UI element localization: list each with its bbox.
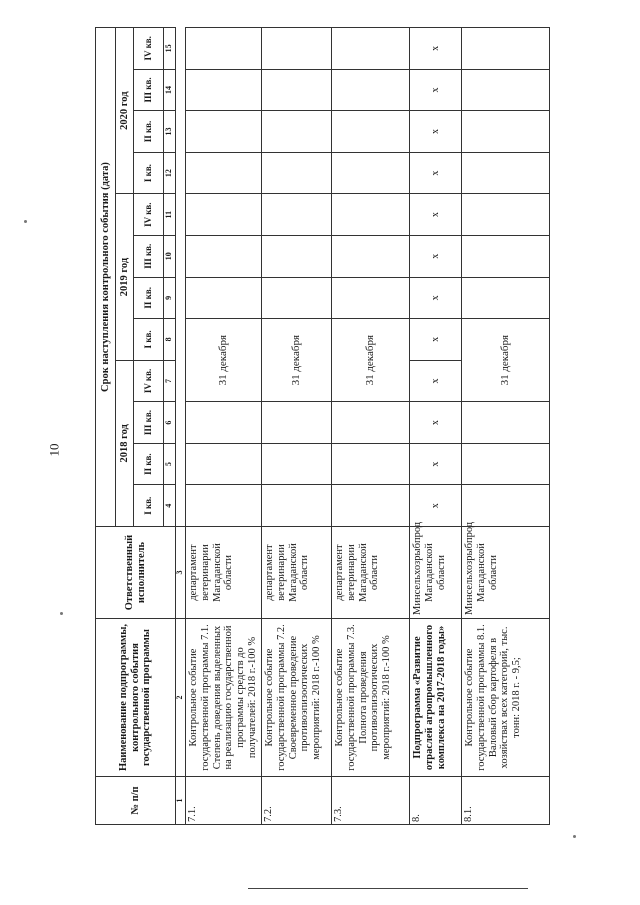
column-number: 4: [164, 485, 176, 527]
cell-empty: [186, 485, 262, 527]
cell-empty: [186, 235, 262, 277]
column-number: 11: [164, 194, 176, 236]
cross-mark: х: [410, 277, 462, 319]
event-name: Контрольное событие государственной программы 8.1. Валовый сбор картофеля в хозяйствах всех категорий, тыс. тонн: 2018 г. - 9,5;: [462, 619, 550, 777]
cell-empty: [462, 235, 550, 277]
event-executor: департамент ветеринарии Магаданской области: [332, 527, 410, 619]
table-row: [262, 28, 332, 825]
row-number: 8.1.: [462, 777, 550, 825]
header-quarter: IV кв.: [134, 194, 164, 236]
event-name: Контрольное событие государственной программы 7.2. Своевременное проведение противоэпизоотических мероприятий: 2018 г.-100 %: [262, 619, 332, 777]
cross-mark: х: [410, 235, 462, 277]
spacer: [176, 28, 186, 527]
cell-empty: [462, 111, 550, 153]
event-executor: департамент ветеринарии Магаданской области: [186, 527, 262, 619]
cross-mark: х: [410, 485, 462, 527]
table-row: [410, 28, 462, 825]
rotated-table-frame: [95, 27, 550, 825]
cross-mark: х: [410, 194, 462, 236]
cell-empty: [262, 69, 332, 111]
cell-empty: [332, 235, 410, 277]
table-row: [186, 28, 262, 825]
column-number: 6: [164, 402, 176, 444]
cell-empty: [262, 194, 332, 236]
cell-empty: [186, 194, 262, 236]
header-quarter: III кв.: [134, 69, 164, 111]
header-quarter: II кв.: [134, 111, 164, 153]
cell-empty: [462, 194, 550, 236]
cell-empty: [262, 485, 332, 527]
event-date: 31 декабря: [462, 319, 550, 402]
table-row: [332, 28, 410, 825]
event-date: 31 декабря: [262, 319, 332, 402]
cell-empty: [332, 194, 410, 236]
cell-empty: [332, 152, 410, 194]
cell-empty: [462, 69, 550, 111]
column-number: 10: [164, 235, 176, 277]
header-deadline: Срок наступления контрольного события (дата): [96, 28, 116, 527]
column-number: 2: [176, 619, 186, 777]
scan-speck: [573, 835, 576, 838]
header-year-2020: 2020 год: [116, 28, 134, 194]
cell-empty: [262, 28, 332, 70]
cell-empty: [332, 402, 410, 444]
column-number: 1: [176, 777, 186, 825]
cell-empty: [186, 28, 262, 70]
header-year-2019: 2019 год: [116, 194, 134, 360]
header-executor: Ответственный исполнитель: [96, 527, 176, 619]
scan-speck: [24, 220, 27, 223]
column-number: 12: [164, 152, 176, 194]
cell-empty: [462, 277, 550, 319]
cell-empty: [262, 152, 332, 194]
cell-empty: [186, 111, 262, 153]
cross-mark: х: [410, 28, 462, 70]
cell-empty: [186, 277, 262, 319]
control-events-table: [95, 27, 550, 825]
header-quarter: III кв.: [134, 402, 164, 444]
event-date: 31 декабря: [186, 319, 262, 402]
cell-empty: [186, 443, 262, 485]
cell-empty: [462, 443, 550, 485]
header-quarter: I кв.: [134, 152, 164, 194]
cell-empty: [332, 111, 410, 153]
cell-empty: [262, 111, 332, 153]
event-name: Контрольное событие государственной программы 7.3. Полнота проведения противоэпизоотических мероприятий: 2018 г.-100 %: [332, 619, 410, 777]
rotated-table-wrapper: [95, 27, 550, 825]
cell-empty: [262, 443, 332, 485]
column-number: 7: [164, 360, 176, 402]
cell-empty: [332, 485, 410, 527]
cross-mark: х: [410, 443, 462, 485]
row-number: 7.1.: [186, 777, 262, 825]
column-number: 14: [164, 69, 176, 111]
header-year-2018: 2018 год: [116, 360, 134, 526]
cell-empty: [462, 152, 550, 194]
column-number: 15: [164, 28, 176, 70]
column-number: 9: [164, 277, 176, 319]
column-number: 8: [164, 319, 176, 361]
event-executor: Минсельхозрыбпрод Магаданской области: [410, 527, 462, 619]
cross-mark: х: [410, 152, 462, 194]
row-number: 8.: [410, 777, 462, 825]
event-date: 31 декабря: [332, 319, 410, 402]
header-quarter: IV кв.: [134, 360, 164, 402]
row-number: 7.2.: [262, 777, 332, 825]
header-quarter: III кв.: [134, 235, 164, 277]
cell-empty: [332, 443, 410, 485]
column-number: 3: [176, 527, 186, 619]
header-quarter: II кв.: [134, 277, 164, 319]
cross-mark: х: [410, 111, 462, 153]
cell-empty: [186, 402, 262, 444]
cross-mark: х: [410, 402, 462, 444]
header-quarter: II кв.: [134, 443, 164, 485]
event-executor: Минсельхозрыбпрод Магаданской области: [462, 527, 550, 619]
column-number: 5: [164, 443, 176, 485]
table-row: [462, 28, 550, 825]
cross-mark: х: [410, 360, 462, 402]
cross-mark: х: [410, 69, 462, 111]
cell-empty: [262, 277, 332, 319]
cell-empty: [262, 235, 332, 277]
scan-speck: [60, 612, 63, 615]
cross-mark: х: [410, 319, 462, 361]
header-no: № п/п: [96, 777, 176, 825]
header-quarter: IV кв.: [134, 28, 164, 70]
header-quarter: I кв.: [134, 319, 164, 361]
bottom-rule: [248, 888, 528, 889]
event-name: Контрольное событие государственной программы 7.1. Степень доведения выделенных на реализацию государственной программы средств до получателей: 2018 г.-100 %: [186, 619, 262, 777]
cell-empty: [332, 69, 410, 111]
cell-empty: [462, 402, 550, 444]
header-quarter: I кв.: [134, 485, 164, 527]
cell-empty: [462, 28, 550, 70]
cell-empty: [186, 69, 262, 111]
cell-empty: [332, 277, 410, 319]
cell-empty: [332, 28, 410, 70]
cell-empty: [186, 152, 262, 194]
page-number: 10: [46, 443, 62, 457]
cell-empty: [462, 485, 550, 527]
subprogram-name: Подпрограмма «Развитие отраслей агропромышленного комплекса на 2017-2018 годы»: [410, 619, 462, 777]
event-executor: департамент ветеринарии Магаданской области: [262, 527, 332, 619]
cell-empty: [262, 402, 332, 444]
column-number: 13: [164, 111, 176, 153]
header-name: Наименование подпрограммы, контрольного события государственной программы: [96, 619, 176, 777]
row-number: 7.3.: [332, 777, 410, 825]
